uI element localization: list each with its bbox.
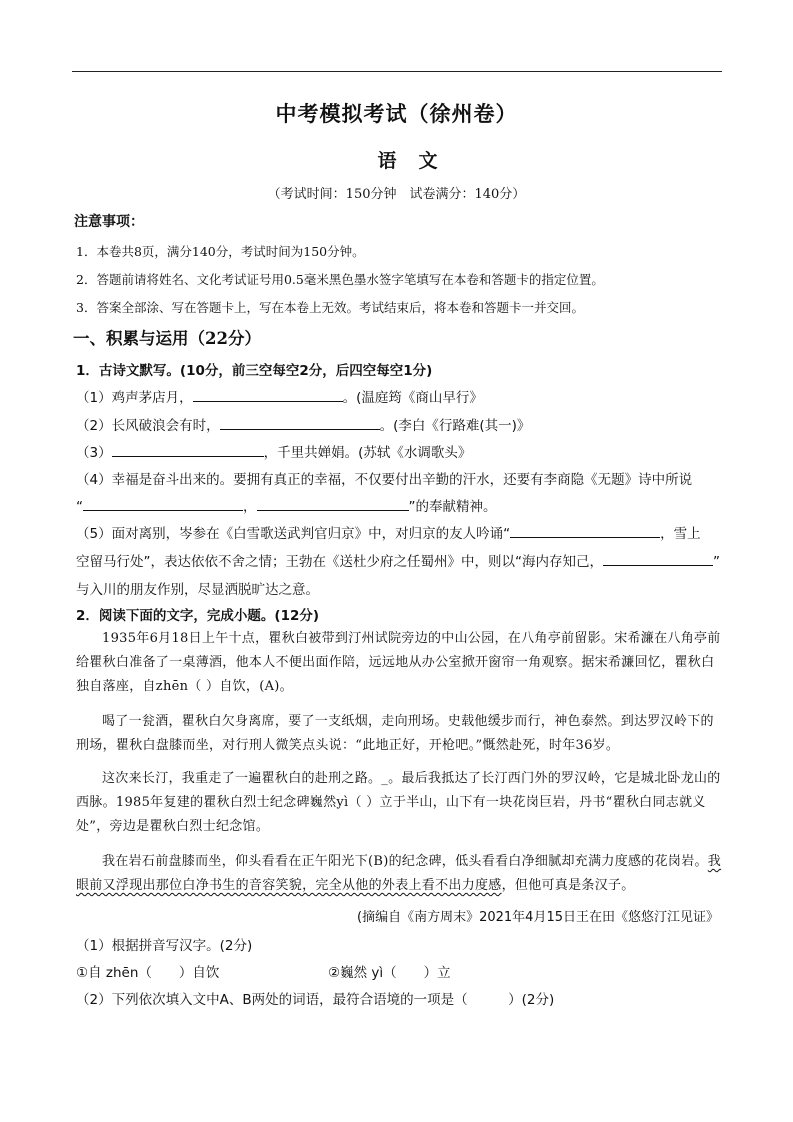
passage-text: 我在岩石前盘膝而坐，仰头看看在正午阳光下(B)的纪念碑，低头看看白净细腻却充满力度感的花岗岩。	[102, 854, 708, 869]
answer-blank[interactable]	[603, 551, 713, 566]
passage-paragraph-2: 喝了一瓮酒，瞿秋白欠身离席，要了一支纸烟，走向刑场。史载他缓步而行，神色泰然。到达罗汉岭下的刑场，瞿秋白盘膝而坐，对行刑人微笑点头说：“此地正好，开枪吧。”慨然赴死，时年36岁。	[76, 714, 714, 753]
q1-line-4a: （4）幸福是奋斗出来的。要拥有真正的幸福，不仅要付出辛勤的汗水，还要有李商隐《无题》诗中所说	[76, 472, 693, 488]
question-1-heading: 1．古诗文默写。(10分，前三空每空2分，后四空每空1分)	[76, 363, 433, 379]
section-heading: 一、积累与运用（22分）	[73, 329, 261, 348]
sub-question-1-item-b: ②巍然 yì（ ）立	[328, 965, 451, 981]
exam-title: 中考模拟考试（徐州卷）	[275, 101, 518, 126]
notice-item: 3．答案全部涂、写在答题卡上，写在本卷上无效。考试结束后，将本卷和答题卡一并交回。	[76, 300, 584, 315]
sub-question-1-item-a: ①自 zhēn（ ）自饮	[76, 965, 220, 981]
notice-item: 1．本卷共8页，满分140分，考试时间为150分钟。	[76, 244, 365, 259]
q1-text: ，	[243, 499, 257, 515]
passage-paragraph-1: 1935年6月18日上午十点，瞿秋白被带到汀州试院旁边的中山公园，在八角亭前留影。宋希濂在八角亭前给瞿秋白准备了一桌薄酒，他本人不便出面作陪，远远地从办公室掀开窗帘一角观察。据宋希濂回忆，瞿秋白独自落座，自zhēn（ ）自饮，(A)。	[76, 631, 721, 694]
exam-subject: 语文	[377, 150, 460, 172]
q1-text: ，千里共婵娟。(苏轼《水调歌头》	[263, 445, 472, 461]
q1-line-5b	[76, 550, 720, 570]
sub-question-1-heading: （1）根据拼音写汉字。(2分)	[76, 938, 253, 954]
q1-line-5c: 与入川的朋友作别，尽显洒脱旷达之意。	[76, 582, 319, 598]
answer-blank[interactable]	[193, 387, 343, 402]
passage-paragraph-3: 这次来长汀，我重走了一遍瞿秋白的赴刑之路。_。最后我抵达了长汀西门外的罗汉岭，它是城北卧龙山的西脉。1985年复建的瞿秋白烈士纪念碑巍然yì（ ）立于半山，山下有一块花岗巨岩，丹书“瞿秋白同志就义处”，旁边是瞿秋白烈士纪念馆。	[76, 771, 721, 834]
passage-text: ，但他可真是条汉子。	[501, 878, 635, 893]
notice-item: 2．答题前请将姓名、文化考试证号用0.5毫米黑色墨水签字笔填写在本卷和答题卡的指定位置。	[76, 272, 604, 287]
wavy-underlined-sentence: 我眼前又浮现出那位白净书生的音容笑貌，完全从他的外表上看不出力度感	[76, 854, 722, 893]
q1-text: （2）长风破浪会有时，	[76, 418, 220, 434]
sub-question-2-heading: （2）下列依次填入文中A、B两处的词语，最符合语境的一项是（ ）(2分)	[76, 992, 555, 1008]
q1-text: ”的奉献精神。	[408, 499, 497, 515]
q1-line-3	[76, 441, 471, 461]
q1-line-2	[76, 414, 530, 434]
q1-text: “	[76, 499, 83, 515]
q1-text: 。(李白《行路难(其一)》	[379, 418, 531, 434]
answer-blank[interactable]	[220, 415, 380, 430]
q1-line-4b	[76, 495, 497, 515]
answer-blank[interactable]	[112, 442, 264, 457]
q1-text: （3）	[76, 445, 112, 461]
q1-text: （5）面对离别，岑参在《白雪歌送武判官归京》中，对归京的友人吟诵“	[76, 526, 511, 542]
answer-blank[interactable]	[83, 496, 243, 511]
passage-paragraph-4	[76, 850, 724, 898]
answer-blank[interactable]	[257, 496, 409, 511]
q1-line-1	[76, 386, 483, 406]
q1-text: ”	[713, 554, 720, 570]
q1-text: 空留马行处”，表达依依不舍之情；王勃在《送杜少府之任蜀州》中，则以“海内存知己，	[76, 554, 603, 570]
exam-time-info: （考试时间：150分钟 试卷满分：140分）	[267, 187, 526, 202]
answer-blank[interactable]	[510, 523, 660, 538]
q1-text: 。(温庭筠《商山早行》	[342, 390, 483, 406]
q1-line-5a	[76, 522, 701, 542]
notice-heading: 注意事项：	[74, 214, 144, 230]
top-rule	[72, 71, 722, 72]
q1-text: （1）鸡声茅店月，	[76, 390, 193, 406]
q1-text: ，雪上	[660, 526, 701, 542]
question-2-heading: 2．阅读下面的文字，完成小题。(12分)	[76, 608, 320, 624]
passage-source: (摘编自《南方周末》2021年4月15日王在田《悠悠汀江见证》	[357, 910, 719, 925]
